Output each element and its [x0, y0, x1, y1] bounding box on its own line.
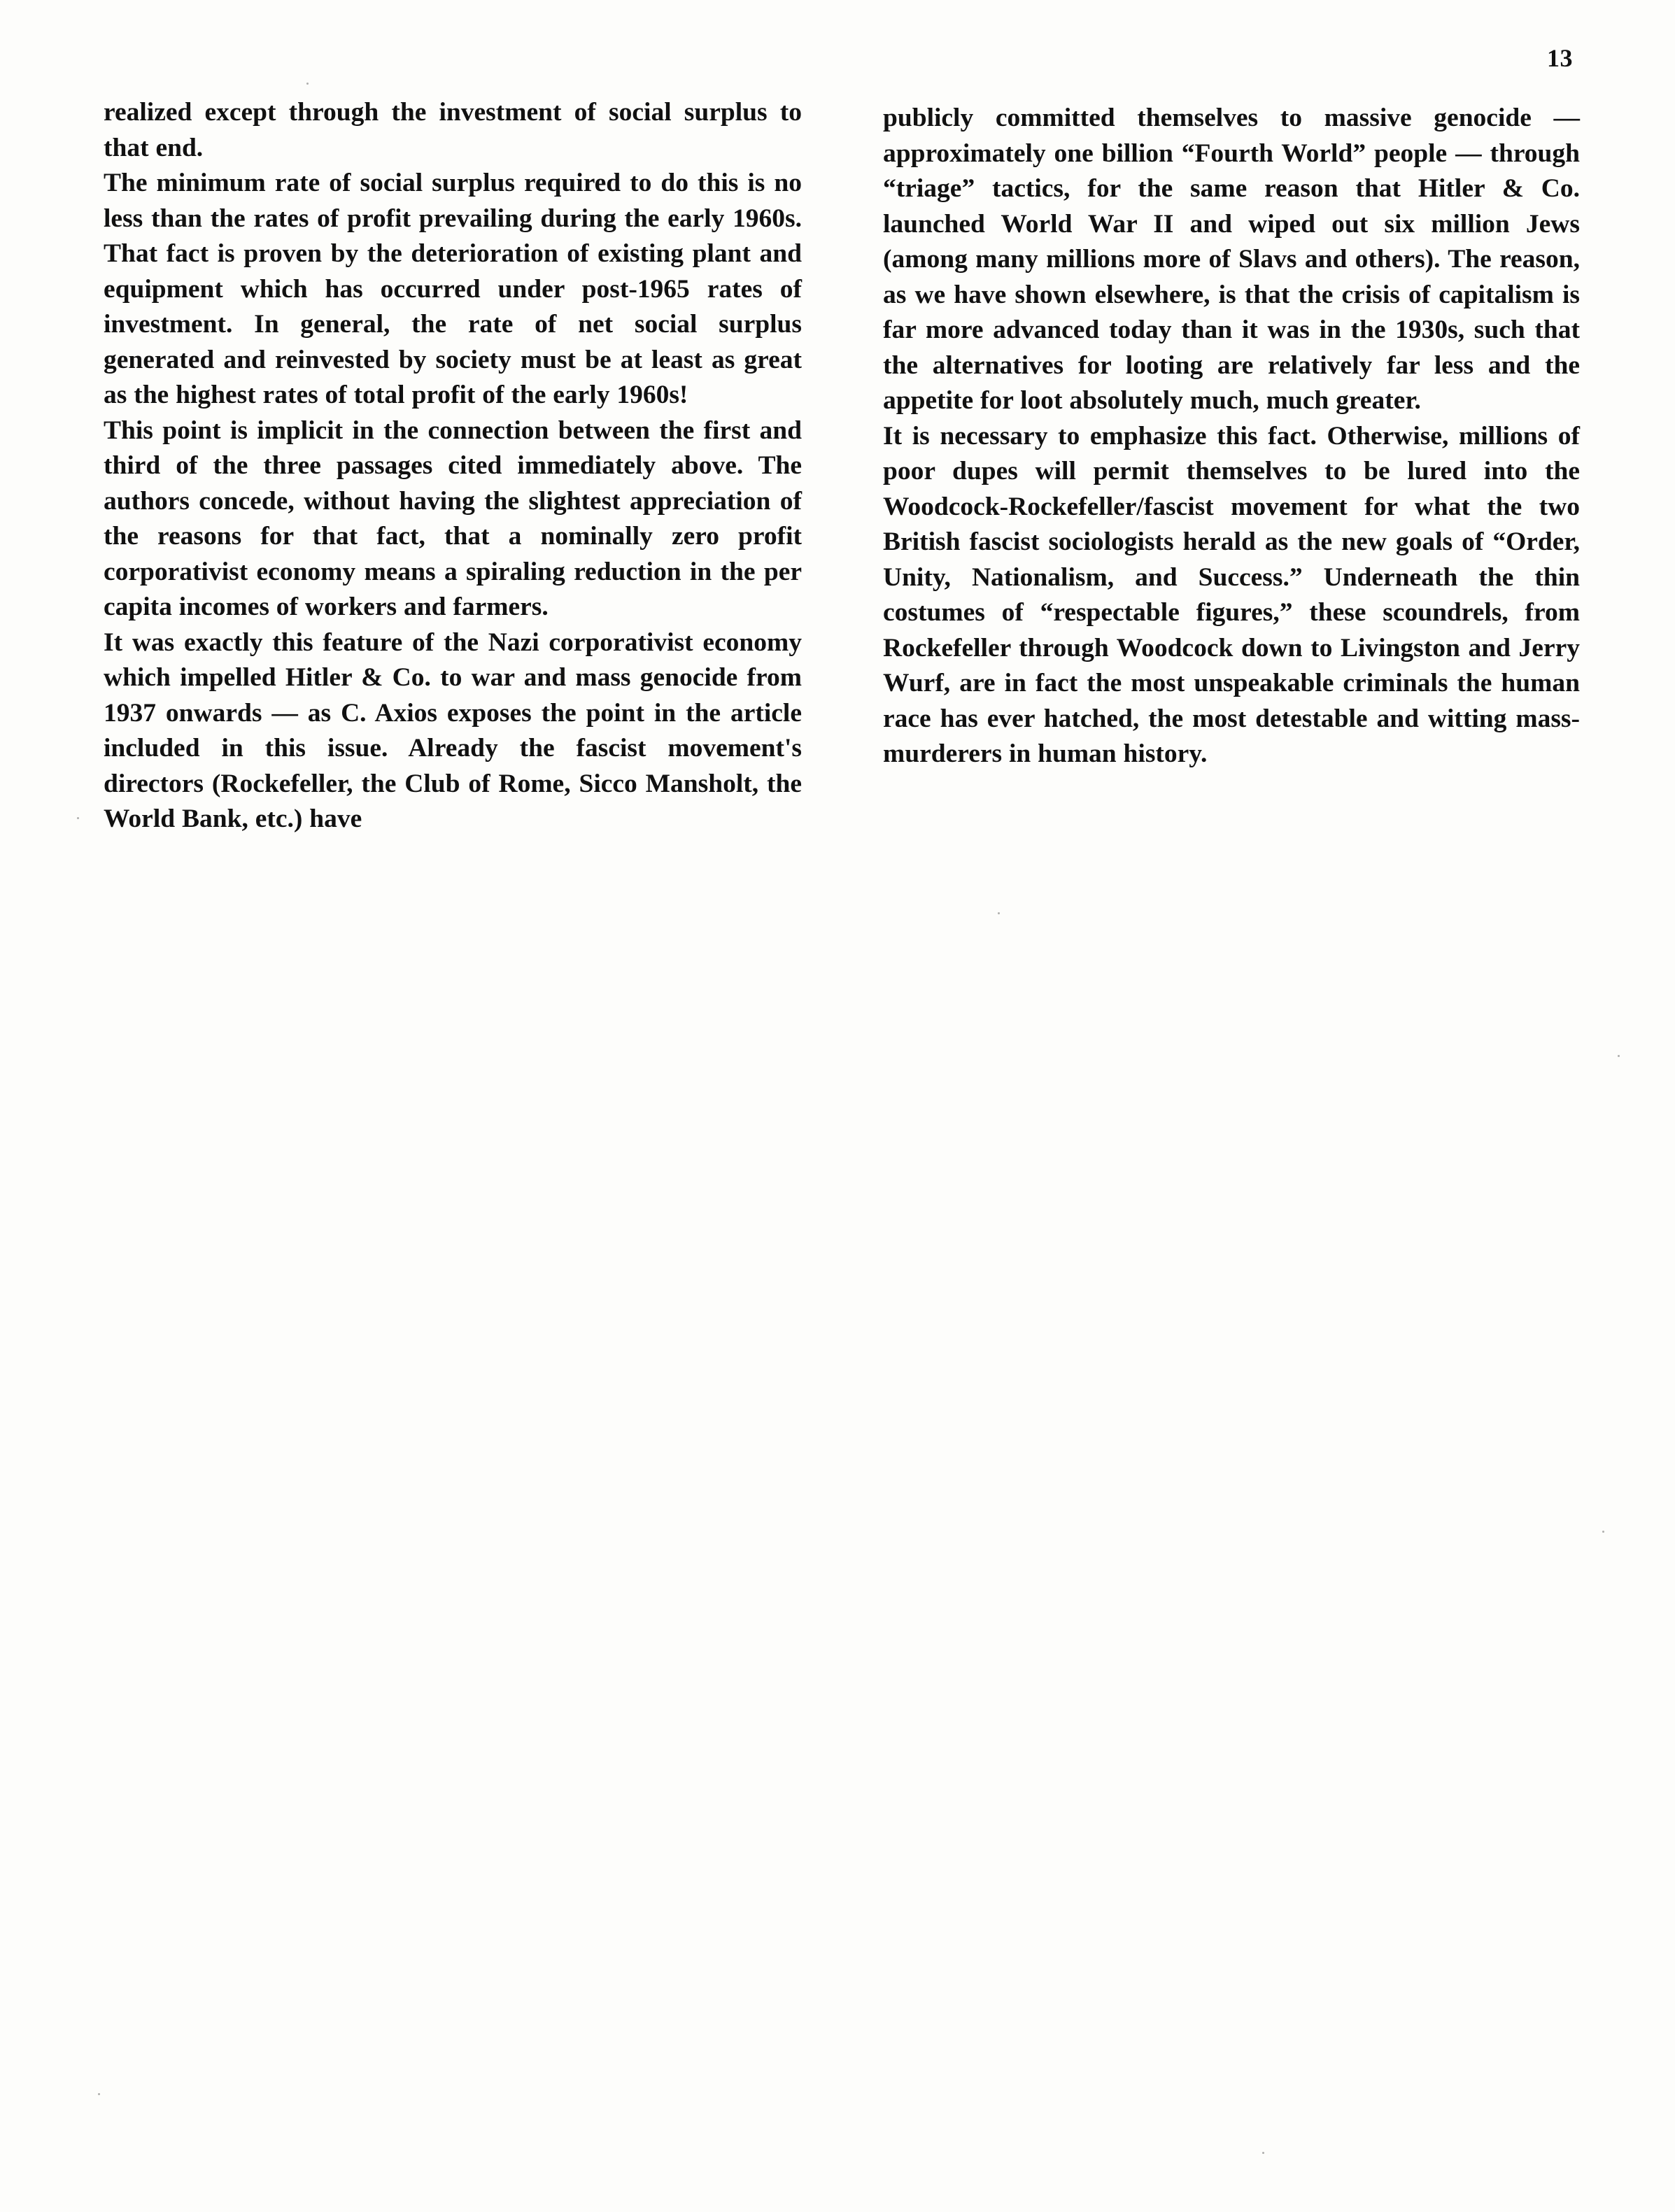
left-paragraph-3: This point is implicit in the connection between the first and third of the three passages cited immediately above. The authors concede, without having the slightest appreciation of the reasons for that fact, that a nominally zero profit corporativist economy means a spiraling reduction in the per capita incomes of workers and farmers.	[104, 416, 802, 621]
scan-speck	[1262, 2152, 1264, 2154]
left-paragraph-4: It was exactly this feature of the Nazi corporativist economy which impelled Hitler & Co. to war and mass genocide from 1937 onwards — as C. Axios exposes the point in the article included in this issue. Already the fascist movement's directors (Rockefeller, the Club of Rome, Sicco Mansholt, the World Bank, etc.) have	[104, 628, 802, 833]
right-paragraph-2: It is necessary to emphasize this fact. Otherwise, millions of poor dupes will permit themselves to be lured into the Woodcock-Rockefeller/fascist movement for what the two British fascist sociologists herald as the new goals of “Order, Unity, Nationalism, and Success.” Underneath the thin costumes of “respectable figures,” these scoundrels, from Rockefeller through Woodcock down to Livingston and Jerry Wurf, are in fact the most unspeakable criminals the human race has ever hatched, the most detestable and witting mass-murderers in human history.	[883, 421, 1580, 768]
left-column	[104, 95, 802, 837]
page-number: 13	[1547, 44, 1573, 72]
left-paragraph-1: realized except through the investment of social surplus to that end.	[104, 98, 802, 162]
scan-speck	[98, 2093, 100, 2095]
left-paragraph-2: The minimum rate of social surplus required to do this is no less than the rates of profit prevailing during the early 1960s. That fact is proven by the deterioration of existing plant and equipment which has occurred under post-1965 rates of investment. In general, the rate of net social surplus generated and reinvested by society must be at least as great as the highest rates of total profit of the early 1960s!	[104, 169, 802, 409]
scan-speck	[306, 83, 309, 85]
scan-speck	[998, 912, 1000, 914]
scan-speck	[1602, 1531, 1604, 1533]
right-column	[883, 101, 1580, 772]
scan-speck	[1618, 1055, 1620, 1057]
right-paragraph-1: publicly committed themselves to massive genocide — approximately one billion “Fourth World” people — through “triage” tactics, for the same reason that Hitler & Co. launched World War II and wiped out six million Jews (among many millions more of Slavs and others). The reason, as we have shown elsewhere, is that the crisis of capitalism is far more advanced today than it was in the 1930s, such that the alternatives for looting are relatively far less and the appetite for loot absolutely much, much greater.	[883, 104, 1580, 415]
scan-speck	[77, 817, 79, 819]
